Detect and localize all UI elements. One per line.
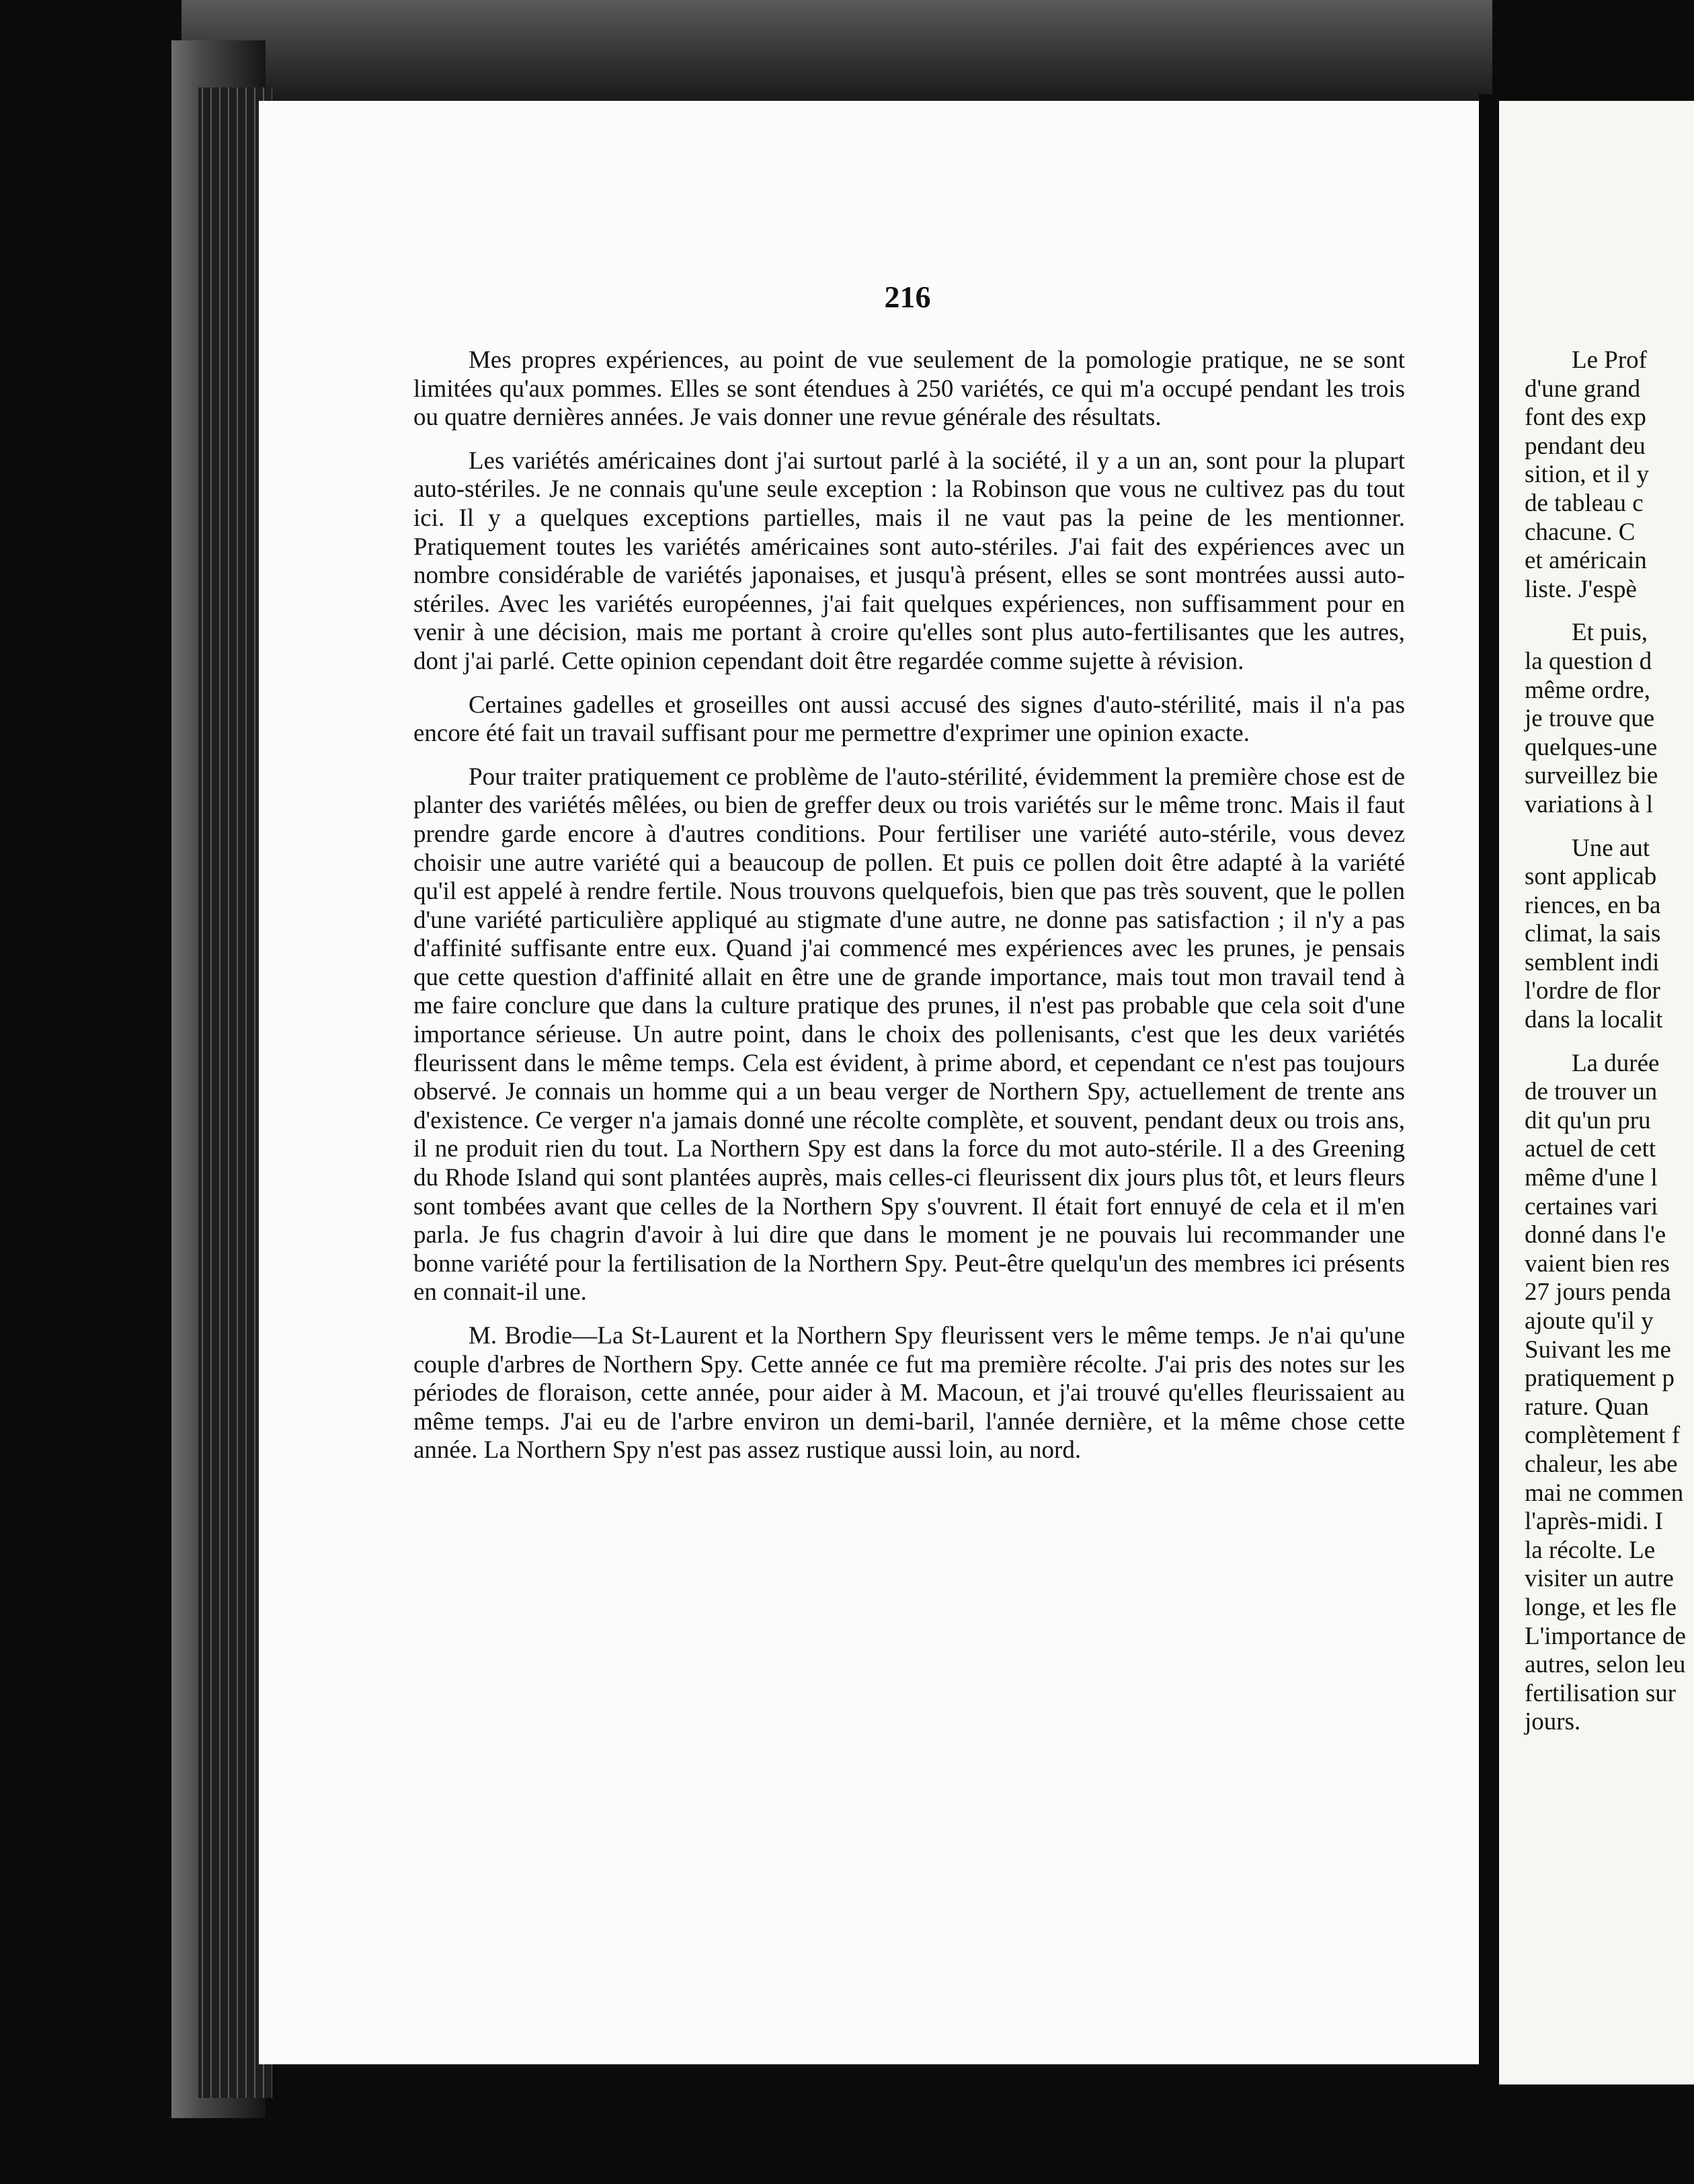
right-page-line: Et puis, xyxy=(1572,619,1648,647)
right-page-paragraph xyxy=(1525,346,1694,604)
right-page-line: la récolte. Le xyxy=(1525,1536,1656,1564)
right-page-line: mai ne commen xyxy=(1525,1479,1684,1507)
right-page-line: de trouver un xyxy=(1525,1078,1658,1106)
right-page-line: longe, et les fle xyxy=(1525,1593,1677,1621)
right-page-line: complètement f xyxy=(1525,1421,1681,1450)
right-page-line: chacune. C xyxy=(1525,518,1636,546)
right-page-line: donné dans l'e xyxy=(1525,1221,1666,1249)
right-page-line: Une aut xyxy=(1572,834,1650,862)
right-page-line: chaleur, les abe xyxy=(1525,1450,1678,1478)
right-page-line: La durée xyxy=(1572,1049,1660,1077)
body-text xyxy=(413,346,1405,1465)
right-page-line: l'après-midi. I xyxy=(1525,1508,1663,1536)
right-page-line: et américain xyxy=(1525,547,1647,575)
right-page-line: surveillez bie xyxy=(1525,762,1658,790)
right-page-text xyxy=(1525,346,1694,1737)
right-page-line: l'ordre de flor xyxy=(1525,977,1660,1005)
right-page-line: 27 jours penda xyxy=(1525,1278,1671,1306)
right-page-line: Le Prof xyxy=(1572,346,1647,374)
right-page-line: sition, et il y xyxy=(1525,461,1649,489)
right-page-line: semblent indi xyxy=(1525,948,1660,976)
paragraph: Pour traiter pratiquement ce problème de l'auto-stérilité, évidemment la première chose est de planter des variétés mêlées, ou bien de greffer deux ou trois variétés sur le même tronc. Mais il faut prendre garde encore à d'autres conditions. Pour fertiliser une variété auto-stérile, vous devez choisir une autre variété qui a beaucoup de pollen. Et puis ce pollen doit être adapté à la variété qu'il est appelé à rendre fertile. Nous trouvons quelquefois, bien que pas très souvent, que le pollen d'une variété particulière appliqué au stigmate d'une autre, ne donne pas satisfaction ; il n'y a pas d'affinité suffisante entre eux. Quand j'ai commencé mes expériences avec les prunes, je pensais que cette question d'affinité allait en être une de grande importance, mais tout mon travail tend à me faire conclure que dans la culture pratique des prunes, il n'est pas probable que cela soit d'une importance sérieuse. Un autre point, dans le choix des pollenisants, c'est que les deux variétés fleurissent dans le même temps. Cela est évident, à prime abord, et cependant ce n'est pas toujours observé. Je connais un homme qui a un beau verger de Northern Spy, actuellement de trente ans d'existence. Ce verger n'a jamais donné une récolte complète, et souvent, pendant deux ou trois ans, il ne produit rien du tout. La Northern Spy est dans la force du mot auto-stérile. Il a des Greening du Rhode Island qui sont plantées auprès, mais celles-ci fleurissent dix jours plus tôt, et leurs fleurs sont tombées avant que celles de la Northern Spy s'ouvrent. Il était fort ennuyé de cela et il m'en parla. Je fus chagrin d'avoir à lui dire que dans le moment je ne pouvais lui recommander une bonne variété pour la fertilisation de la Northern Spy. Peut-être quelqu'un des membres ici présents en connait-il une. xyxy=(413,763,1405,1306)
right-page-line: pendant deu xyxy=(1525,432,1646,460)
right-page-line: dans la localit xyxy=(1525,1006,1663,1034)
right-page-line: font des exp xyxy=(1525,403,1646,432)
right-page-line: rature. Quan xyxy=(1525,1393,1649,1421)
right-page-line: ajoute qu'il y xyxy=(1525,1307,1654,1335)
page-number: 216 xyxy=(884,280,931,314)
right-page-line: pratiquement p xyxy=(1525,1364,1675,1393)
right-page-line: fertilisation sur xyxy=(1525,1679,1677,1707)
right-page-line: climat, la sais xyxy=(1525,920,1661,948)
right-page-paragraph xyxy=(1525,834,1694,1035)
right-page-line: jours. xyxy=(1525,1708,1581,1736)
right-page-line: visiter un autre xyxy=(1525,1565,1674,1593)
paragraph: Les variétés américaines dont j'ai surtout parlé à la société, il y a un an, sont pour la plupart auto-stériles. Je ne connais qu'une seule exception : la Robinson que vous ne cultivez pas du tout ici. Il y a quelques exceptions partielles, mais il ne vaut pas la peine de les mentionner. Pratiquement toutes les variétés américaines sont auto-stériles. J'ai fait des expériences avec un nombre considérable de variétés japonaises, et jusqu'à présent, elles se sont montrées aussi auto-stériles. Avec les variétés européennes, j'ai fait quelques expériences, non suffisamment pour en venir à une décision, mais me portant à croire qu'elles sont plus auto-fertilisantes que les autres, dont j'ai parlé. Cette opinion cependant doit être regardée comme sujette à révision. xyxy=(413,446,1405,675)
right-page-line: de tableau c xyxy=(1525,489,1644,517)
book-top-edge xyxy=(182,0,1492,101)
right-page-line: la question d xyxy=(1525,647,1652,675)
right-page-line: d'une grand xyxy=(1525,375,1641,403)
right-page-line: variations à l xyxy=(1525,790,1654,818)
right-page-line: certaines vari xyxy=(1525,1192,1658,1220)
right-page-line: L'importance de xyxy=(1525,1622,1686,1650)
right-page-line: même ordre, xyxy=(1525,676,1650,704)
right-page-line: dit qu'un pru xyxy=(1525,1106,1651,1134)
right-page-line: actuel de cett xyxy=(1525,1135,1656,1163)
paragraph: M. Brodie—La St-Laurent et la Northern Spy fleurissent vers le même temps. Je n'ai qu'une couple d'arbres de Northern Spy. Cette année ce fut ma première récolte. J'ai pris des notes sur les périodes de floraison, cette année, pour aider à M. Macoun, et j'ai trouvé qu'elles fleurissaient au même temps. J'ai eu de l'arbre environ un demi-baril, l'année dernière, et la même chose cette année. La Northern Spy n'est pas assez rustique aussi loin, au nord. xyxy=(413,1322,1405,1465)
right-page-line: Suivant les me xyxy=(1525,1335,1671,1364)
right-page-line: je trouve que xyxy=(1525,705,1655,733)
right-page-line: liste. J'espè xyxy=(1525,575,1637,603)
paragraph: Mes propres expériences, au point de vue seulement de la pomologie pratique, ne se sont limitées qu'aux pommes. Elles se sont étendues à 250 variétés, ce qui m'a occupé pendant les trois ou quatre dernières années. Je vais donner une revue générale des résultats. xyxy=(413,346,1405,432)
right-page-paragraph xyxy=(1525,1050,1694,1737)
right-page-line: riences, en ba xyxy=(1525,891,1661,919)
paragraph: Certaines gadelles et groseilles ont aussi accusé des signes d'auto-stérilité, mais il n'a pas encore été fait un travail suffisant pour me permettre d'exprimer une opinion exacte. xyxy=(413,691,1405,748)
right-page-line: quelques-une xyxy=(1525,733,1658,761)
right-page-paragraph xyxy=(1525,619,1694,819)
right-page-line: même d'une l xyxy=(1525,1164,1658,1192)
right-page-line: autres, selon leu xyxy=(1525,1651,1686,1679)
right-page-line: sont applicab xyxy=(1525,863,1657,891)
right-page-line: vaient bien res xyxy=(1525,1249,1670,1278)
